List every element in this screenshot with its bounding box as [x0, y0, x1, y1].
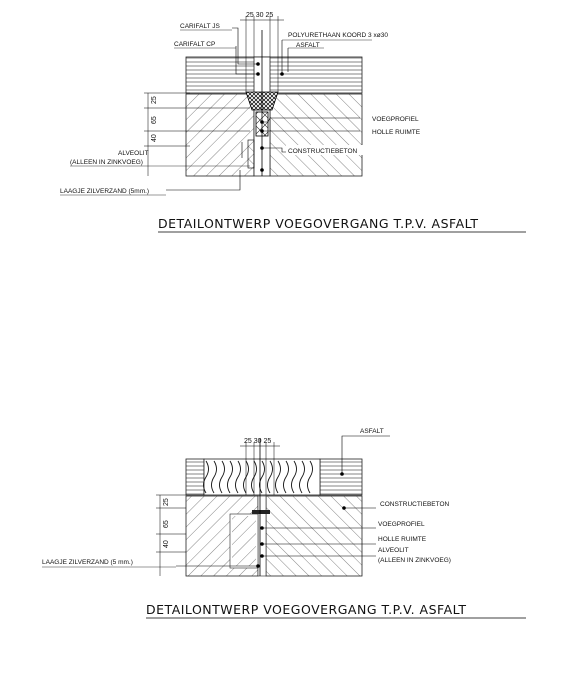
- label-holle-ruimte-2: HOLLE RUIMTE: [378, 536, 427, 543]
- asfalt-right: [320, 459, 362, 495]
- concrete-right: [270, 94, 362, 176]
- label-asfalt-1: ASFALT: [296, 42, 320, 49]
- label-alveolit-1: ALVEOLIT: [118, 150, 149, 157]
- dim-side-1-c: 40: [151, 134, 158, 142]
- detail-1: [60, 12, 526, 232]
- dim-side-2-c: 40: [163, 540, 170, 548]
- dim-top-2: 25 30 25: [244, 438, 272, 445]
- label-voegprofiel-2: VOEGPROFIEL: [378, 521, 425, 528]
- alveolit-insert: [248, 140, 254, 168]
- label-alveolit-2: ALVEOLIT: [378, 547, 409, 554]
- joint-gap-2: [258, 496, 266, 576]
- dim-top-1: 25 30 25: [246, 12, 274, 19]
- label-polyurethaan: POLYURETHAAN KOORD 3 xø30: [288, 32, 388, 39]
- asfalt-left: [186, 459, 204, 495]
- title-detail-1: DETAILONTWERP VOEGOVERGANG T.P.V. ASFALT: [158, 216, 479, 231]
- detail-2: [42, 428, 526, 618]
- label-constructiebeton-2: CONSTRUCTIEBETON: [380, 501, 450, 508]
- label-constructiebeton-1: CONSTRUCTIEBETON: [288, 148, 358, 155]
- label-alleen-1: (ALLEEN IN ZINKVOEG): [70, 159, 143, 166]
- dim-side-1-a: 25: [151, 96, 158, 104]
- voegprofiel-bar: [252, 510, 270, 514]
- label-asfalt-2: ASFALT: [360, 428, 384, 435]
- label-alleen-2: (ALLEEN IN ZINKVOEG): [378, 557, 451, 564]
- title-detail-2: DETAILONTWERP VOEGOVERGANG T.P.V. ASFALT: [146, 602, 467, 617]
- label-carifalt-cp: CARIFALT CP: [174, 41, 216, 48]
- dim-side-2-b: 65: [163, 520, 170, 528]
- concrete-left: [186, 94, 254, 176]
- label-voegprofiel-1: VOEGPROFIEL: [372, 116, 419, 123]
- label-holle-ruimte-1: HOLLE RUIMTE: [372, 129, 421, 136]
- asfalt-layer: [186, 57, 362, 93]
- label-laagje-1: LAAGJE ZILVERZAND (5mm.): [60, 188, 150, 195]
- dim-side-1-b: 65: [151, 116, 158, 124]
- label-carifalt-js: CARIFALT JS: [180, 23, 220, 30]
- dim-side-2-a: 25: [163, 498, 170, 506]
- label-laagje-2: LAAGJE ZILVERZAND (5 mm.): [42, 559, 133, 566]
